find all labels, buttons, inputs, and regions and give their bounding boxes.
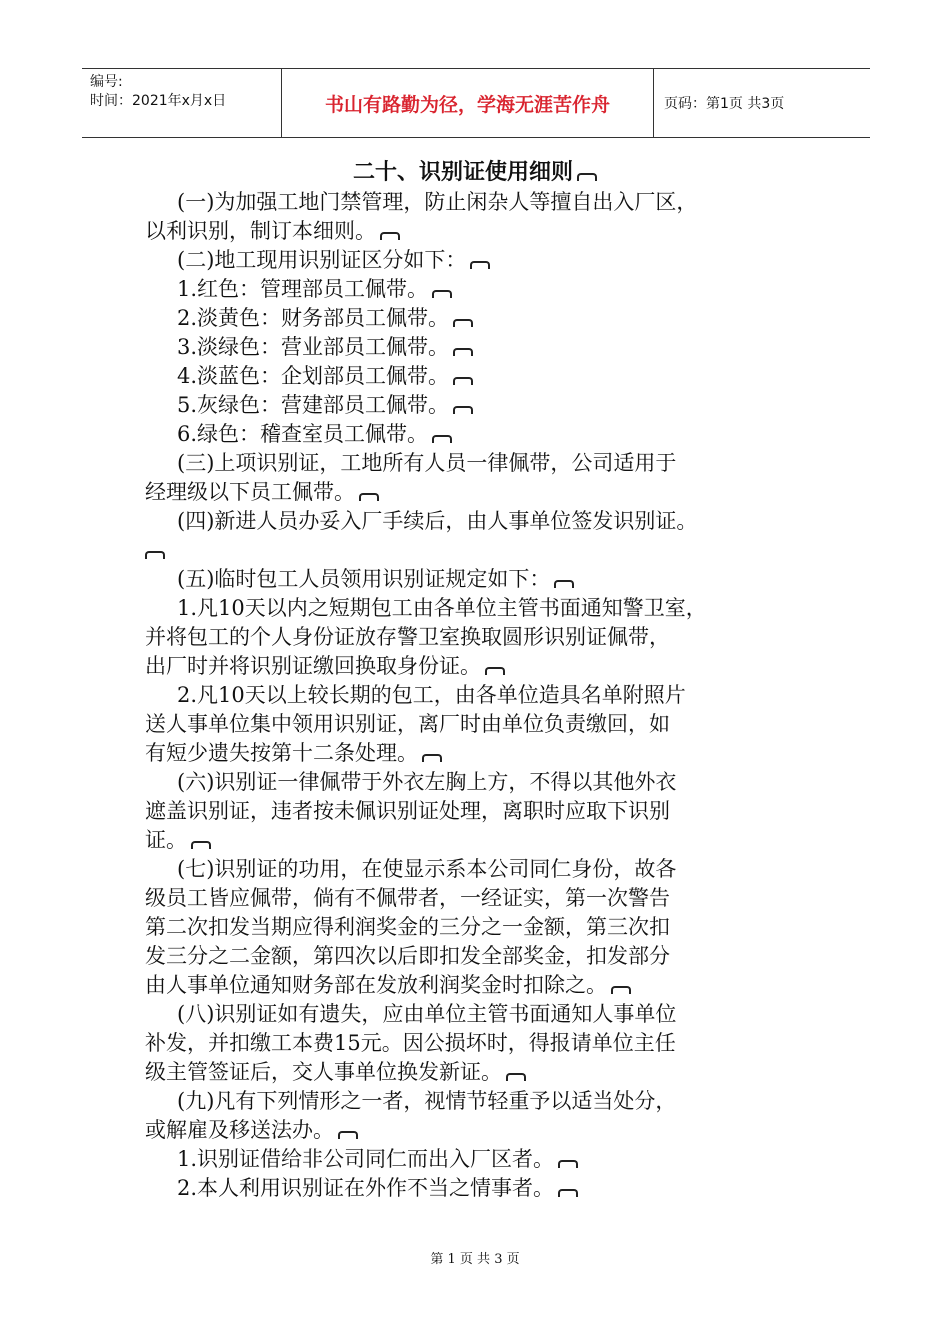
- body-line: [145, 478, 810, 507]
- body-line: [145, 623, 810, 652]
- paragraph-mark-icon: [453, 406, 473, 414]
- paragraph-mark-icon: [611, 986, 631, 994]
- paragraph-mark-icon: [558, 1160, 578, 1168]
- body-line-text: 或解雇及移送法办。: [145, 1118, 334, 1142]
- body-line: [145, 1145, 810, 1174]
- body-line-text: 由人事单位通知财务部在发放利润奖金时扣除之。: [145, 973, 607, 997]
- paragraph-mark-icon: [558, 1189, 578, 1197]
- body-line-text: 第二次扣发当期应得利润奖金的三分之一金额，第三次扣: [145, 915, 670, 939]
- body-line: [145, 1116, 810, 1145]
- body-line-text: 4.淡蓝色：企划部员工佩带。: [177, 364, 450, 388]
- body-line-text: 1.红色：管理部员工佩带。: [177, 277, 429, 301]
- paragraph-mark-icon: [577, 173, 597, 181]
- header-page-info: 页码：第1页 共3页: [664, 96, 785, 112]
- body-line-text: 6.绿色：稽查室员工佩带。: [177, 422, 429, 446]
- body-line: [145, 826, 810, 855]
- body-line-text: 发三分之二金额，第四次以后即扣发全部奖金，扣发部分: [145, 944, 670, 968]
- paragraph-mark-icon: [145, 551, 165, 559]
- body-line: [145, 681, 810, 710]
- body-line-text: (二)地工现用识别证区分如下：: [177, 248, 467, 272]
- paragraph-mark-icon: [453, 319, 473, 327]
- body-line-text: 经理级以下员工佩带。: [145, 480, 355, 504]
- body-line: [145, 739, 810, 768]
- body-line-text: 级员工皆应佩带，倘有不佩带者，一经证实，第一次警告: [145, 886, 670, 910]
- body-line: [145, 1087, 810, 1116]
- paragraph-mark-icon: [470, 261, 490, 269]
- body-line: [145, 449, 810, 478]
- body-line-text: (六)识别证一律佩带于外衣左胸上方，不得以其他外衣: [177, 770, 677, 794]
- paragraph-mark-icon: [338, 1131, 358, 1139]
- paragraph-mark-icon: [380, 232, 400, 240]
- body-line-text: (四)新进人员办妥入厂手续后，由人事单位签发识别证。: [177, 509, 698, 533]
- body-line: [145, 1174, 810, 1203]
- body-line-text: (三)上项识别证，工地所有人员一律佩带，公司适用于: [177, 451, 677, 475]
- body-line: [145, 971, 810, 1000]
- title-text: 二十、识别证使用细则: [352, 160, 573, 185]
- body-line-text: (五)临时包工人员领用识别证规定如下：: [177, 567, 551, 591]
- paragraph-mark-icon: [191, 841, 211, 849]
- body-line-text: 出厂时并将识别证缴回换取身份证。: [145, 654, 481, 678]
- paragraph-mark-icon: [422, 754, 442, 762]
- paragraph-mark-icon: [554, 580, 574, 588]
- body-line-text: 1.识别证借给非公司同仁而出入厂区者。: [177, 1147, 555, 1171]
- body-line-text: (一)为加强工地门禁管理，防止闲杂人等擅自出入厂区，: [177, 190, 698, 214]
- body-line: [145, 391, 810, 420]
- body-line-text: 2.淡黄色：财务部员工佩带。: [177, 306, 450, 330]
- body-line-text: (八)识别证如有遗失，应由单位主管书面通知人事单位: [177, 1002, 677, 1026]
- body-line: [145, 536, 810, 565]
- body-line: [145, 507, 810, 536]
- body-line-text: 1.凡10天以内之短期包工由各单位主管书面通知警卫室，: [177, 596, 707, 620]
- paragraph-mark-icon: [485, 667, 505, 675]
- body-line-text: (七)识别证的功用，在使显示系本公司同仁身份，故各: [177, 857, 677, 881]
- body-line: [145, 275, 810, 304]
- body-line-text: 补发，并扣缴工本费15元。因公损坏时，得报请单位主任: [145, 1031, 676, 1055]
- body-line: [145, 333, 810, 362]
- paragraph-mark-icon: [432, 290, 452, 298]
- header-motto: 书山有路勤为径，学海无涯苦作舟: [282, 69, 654, 137]
- body-line-text: 5.灰绿色：营建部员工佩带。: [177, 393, 450, 417]
- body-line: [145, 304, 810, 333]
- body-line: [145, 594, 810, 623]
- body-line-text: 证。: [145, 828, 187, 852]
- body-line: [145, 1029, 810, 1058]
- body-line: [145, 913, 810, 942]
- page-header: [82, 68, 870, 138]
- document-number-label: 编号:: [90, 74, 123, 90]
- page-footer: 第 1 页 共 3 页: [430, 1252, 520, 1267]
- document-title: [0, 158, 950, 188]
- body-line-text: 2.凡10天以上较长期的包工，由各单位造具名单附照片: [177, 683, 686, 707]
- paragraph-mark-icon: [453, 348, 473, 356]
- document-time: 时间：2021年x月x日: [90, 93, 227, 109]
- body-line-text: 3.淡绿色：营业部员工佩带。: [177, 335, 450, 359]
- paragraph-mark-icon: [453, 377, 473, 385]
- body-line: [145, 217, 810, 246]
- body-line: [145, 768, 810, 797]
- body-line: [145, 565, 810, 594]
- body-line-text: 遮盖识别证，违者按未佩识别证处理，离职时应取下识别: [145, 799, 670, 823]
- body-line: [145, 942, 810, 971]
- body-line-text: 送人事单位集中领用识别证，离厂时由单位负责缴回，如: [145, 712, 670, 736]
- body-line: [145, 362, 810, 391]
- document-body: [145, 188, 810, 1203]
- body-line: [145, 420, 810, 449]
- header-meta: [82, 69, 282, 137]
- body-line: [145, 1000, 810, 1029]
- body-line-text: (九)凡有下列情形之一者，视情节轻重予以适当处分，: [177, 1089, 677, 1113]
- body-line: [145, 188, 810, 217]
- body-line-text: 级主管签证后，交人事单位换发新证。: [145, 1060, 502, 1084]
- body-line-text: 并将包工的个人身份证放存警卫室换取圆形识别证佩带，: [145, 625, 670, 649]
- body-line: [145, 710, 810, 739]
- paragraph-mark-icon: [506, 1073, 526, 1081]
- body-line: [145, 855, 810, 884]
- body-line: [145, 246, 810, 275]
- body-line: [145, 1058, 810, 1087]
- body-line-text: 以利识别，制订本细则。: [145, 219, 376, 243]
- body-line: [145, 797, 810, 826]
- paragraph-mark-icon: [432, 435, 452, 443]
- paragraph-mark-icon: [359, 493, 379, 501]
- body-line-text: 2.本人利用识别证在外作不当之情事者。: [177, 1176, 555, 1200]
- body-line: [145, 884, 810, 913]
- body-line-text: 有短少遗失按第十二条处理。: [145, 741, 418, 765]
- body-line: [145, 652, 810, 681]
